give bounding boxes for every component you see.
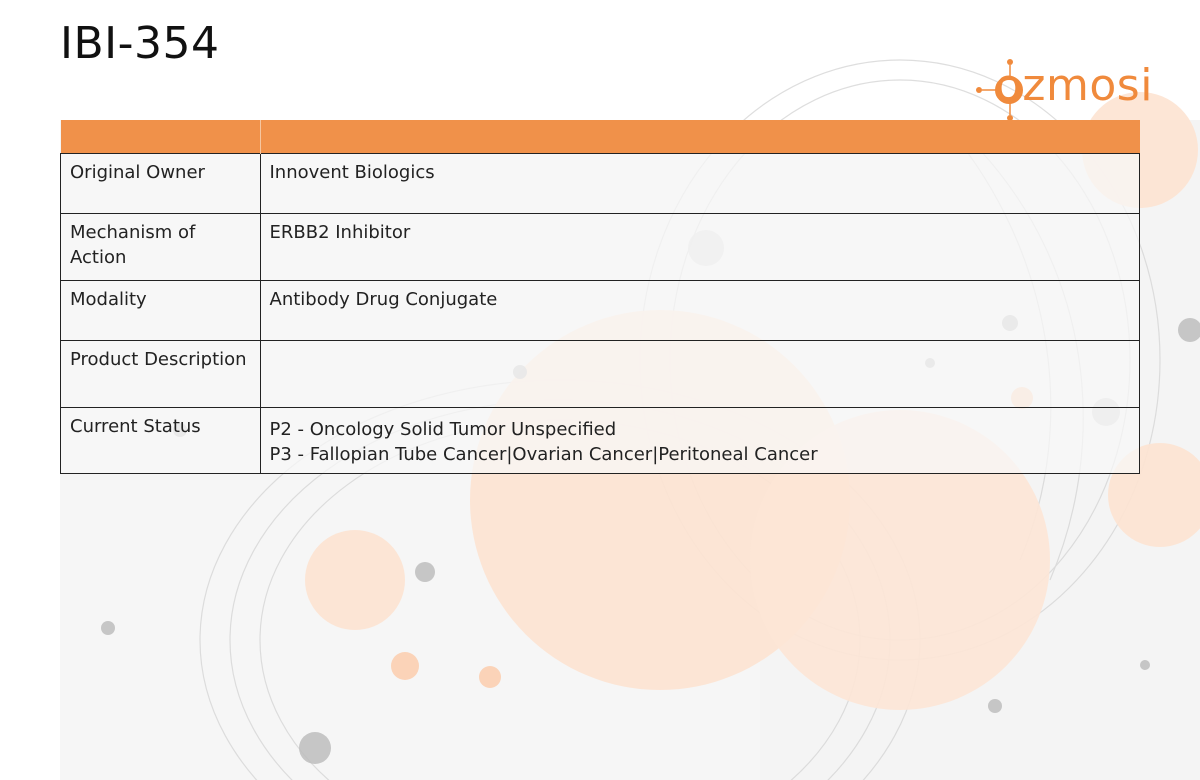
page-title: IBI-354 (60, 18, 220, 69)
table-header (61, 120, 1140, 154)
header-cell (260, 120, 1140, 154)
row-label: Original Owner (61, 154, 261, 214)
value-line: P3 - Fallopian Tube Cancer|Ovarian Cancer|Peritoneal Cancer (269, 444, 818, 465)
row-value (260, 154, 1140, 214)
row-value (260, 281, 1140, 341)
value-line: Antibody Drug Conjugate (269, 289, 498, 310)
row-value (260, 214, 1140, 281)
row-label: Product Description (61, 341, 261, 408)
table-row (61, 154, 1140, 214)
row-value (260, 408, 1140, 474)
value-line: Innovent Biologics (269, 162, 435, 183)
row-value (260, 341, 1140, 408)
row-label: Current Status (61, 408, 261, 474)
info-table (60, 120, 1140, 474)
value-line: ERBB2 Inhibitor (269, 222, 411, 243)
header-cell (61, 120, 261, 154)
value-line: P2 - Oncology Solid Tumor Unspecified (269, 419, 617, 440)
row-label: Modality (61, 281, 261, 341)
logo-text: ozmosi (995, 60, 1153, 111)
ozmosi-logo (975, 56, 1153, 122)
row-label: Mechanism of Action (61, 214, 261, 281)
table-row (61, 341, 1140, 408)
table-row (61, 214, 1140, 281)
table-row (61, 408, 1140, 474)
table-row (61, 281, 1140, 341)
